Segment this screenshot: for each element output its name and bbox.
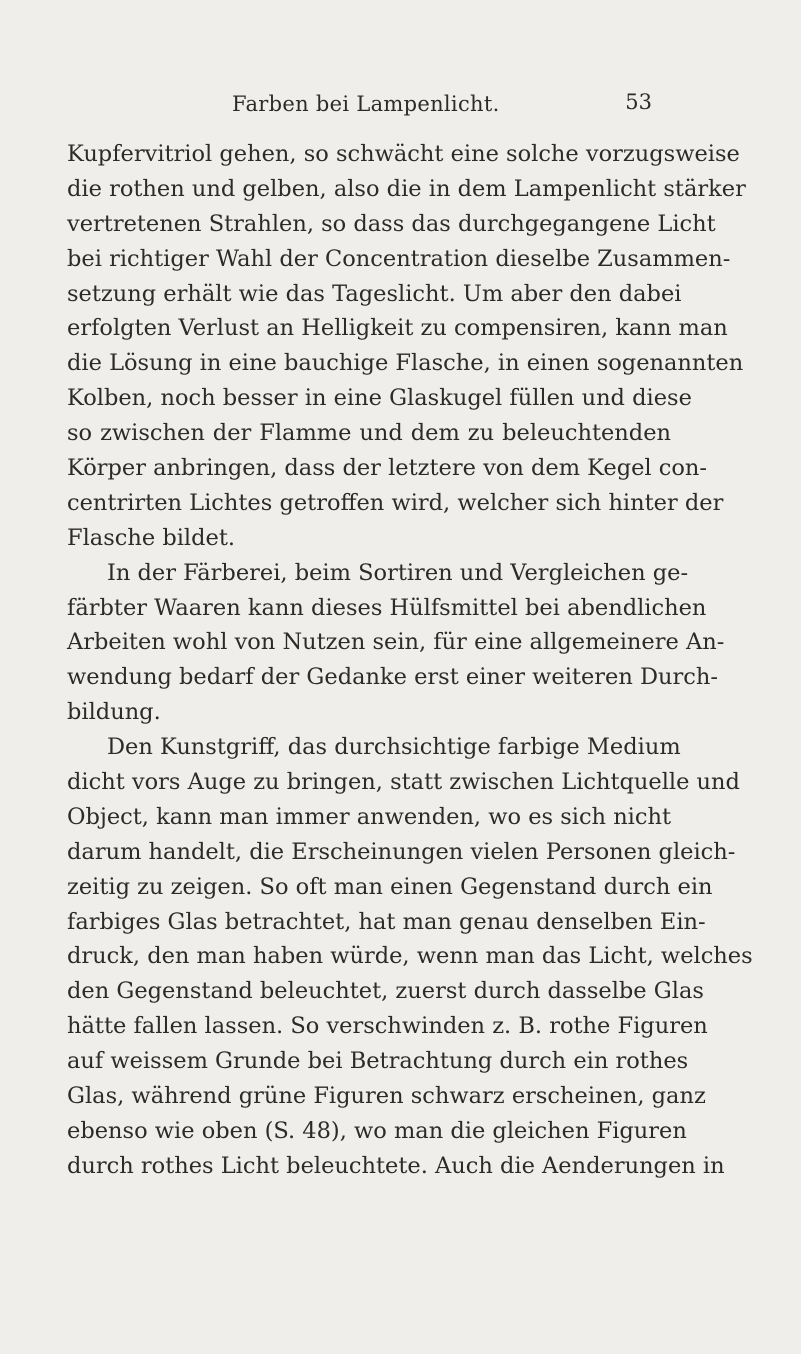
text-line: die rothen und gelben, also die in dem Lampenlicht stärker: [67, 175, 746, 202]
text-line: ebenso wie oben (S. 48), wo man die gleichen Figuren: [67, 1117, 687, 1144]
text-line: vertretenen Strahlen, so dass das durchgegangene Licht: [67, 210, 716, 237]
running-header: [232, 92, 652, 122]
text-line: die Lösung in eine bauchige Flasche, in einen sogenannten: [67, 350, 744, 377]
text-line: Kupfervitriol gehen, so schwächt eine solche vorzugsweise: [67, 141, 740, 167]
text-line: so zwischen der Flamme und dem zu beleuchtenden: [67, 420, 671, 447]
paragraph-end-line: bildung.: [67, 699, 161, 726]
text-line: centrirten Lichtes getroffen wird, welcher sich hinter der: [67, 489, 724, 516]
text-line: wendung bedarf der Gedanke erst einer weiteren Durch-: [67, 664, 718, 691]
text-line: durch rothes Licht beleuchtete. Auch die Aenderungen in: [67, 1152, 725, 1179]
text-line: druck, den man haben würde, wenn man das Licht, welches: [67, 943, 753, 970]
text-line: bei richtiger Wahl der Concentration dieselbe Zusammen-: [67, 245, 731, 272]
text-line: Kolben, noch besser in eine Glaskugel füllen und diese: [67, 385, 692, 412]
text-line: hätte fallen lassen. So verschwinden z. B. rothe Figuren: [67, 1013, 708, 1040]
text-line: Object, kann man immer anwenden, wo es sich nicht: [67, 803, 672, 830]
body-text: [67, 137, 753, 1184]
text-line: setzung erhält wie das Tageslicht. Um aber den dabei: [67, 280, 682, 307]
text-line: färbter Waaren kann dieses Hülfsmittel bei abendlichen: [67, 594, 707, 621]
text-line: Glas, während grüne Figuren schwarz erscheinen, ganz: [67, 1083, 706, 1110]
header-title: Farben bei Lampenlicht.: [232, 92, 500, 116]
paragraph-start-line: In der Färberei, beim Sortiren und Vergleichen ge-: [107, 559, 689, 586]
paragraph-end-line: Flasche bildet.: [67, 524, 236, 551]
text-line: den Gegenstand beleuchtet, zuerst durch dasselbe Glas: [67, 978, 704, 1005]
text-line: darum handelt, die Erscheinungen vielen Personen gleich-: [67, 838, 736, 865]
text-line: dicht vors Auge zu bringen, statt zwischen Lichtquelle und: [67, 769, 740, 796]
text-line: zeitig zu zeigen. So oft man einen Gegenstand durch ein: [67, 873, 713, 900]
text-line: Körper anbringen, dass der letztere von dem Kegel con-: [67, 455, 708, 482]
text-line: Arbeiten wohl von Nutzen sein, für eine allgemeinere An-: [67, 629, 725, 656]
text-line: erfolgten Verlust an Helligkeit zu compensiren, kann man: [67, 315, 728, 342]
page-number: 53: [625, 90, 652, 114]
text-line: farbiges Glas betrachtet, hat man genau denselben Ein-: [67, 908, 706, 935]
text-line: auf weissem Grunde bei Betrachtung durch ein rothes: [67, 1048, 689, 1075]
paragraph-start-line: Den Kunstgriff, das durchsichtige farbige Medium: [107, 734, 681, 761]
